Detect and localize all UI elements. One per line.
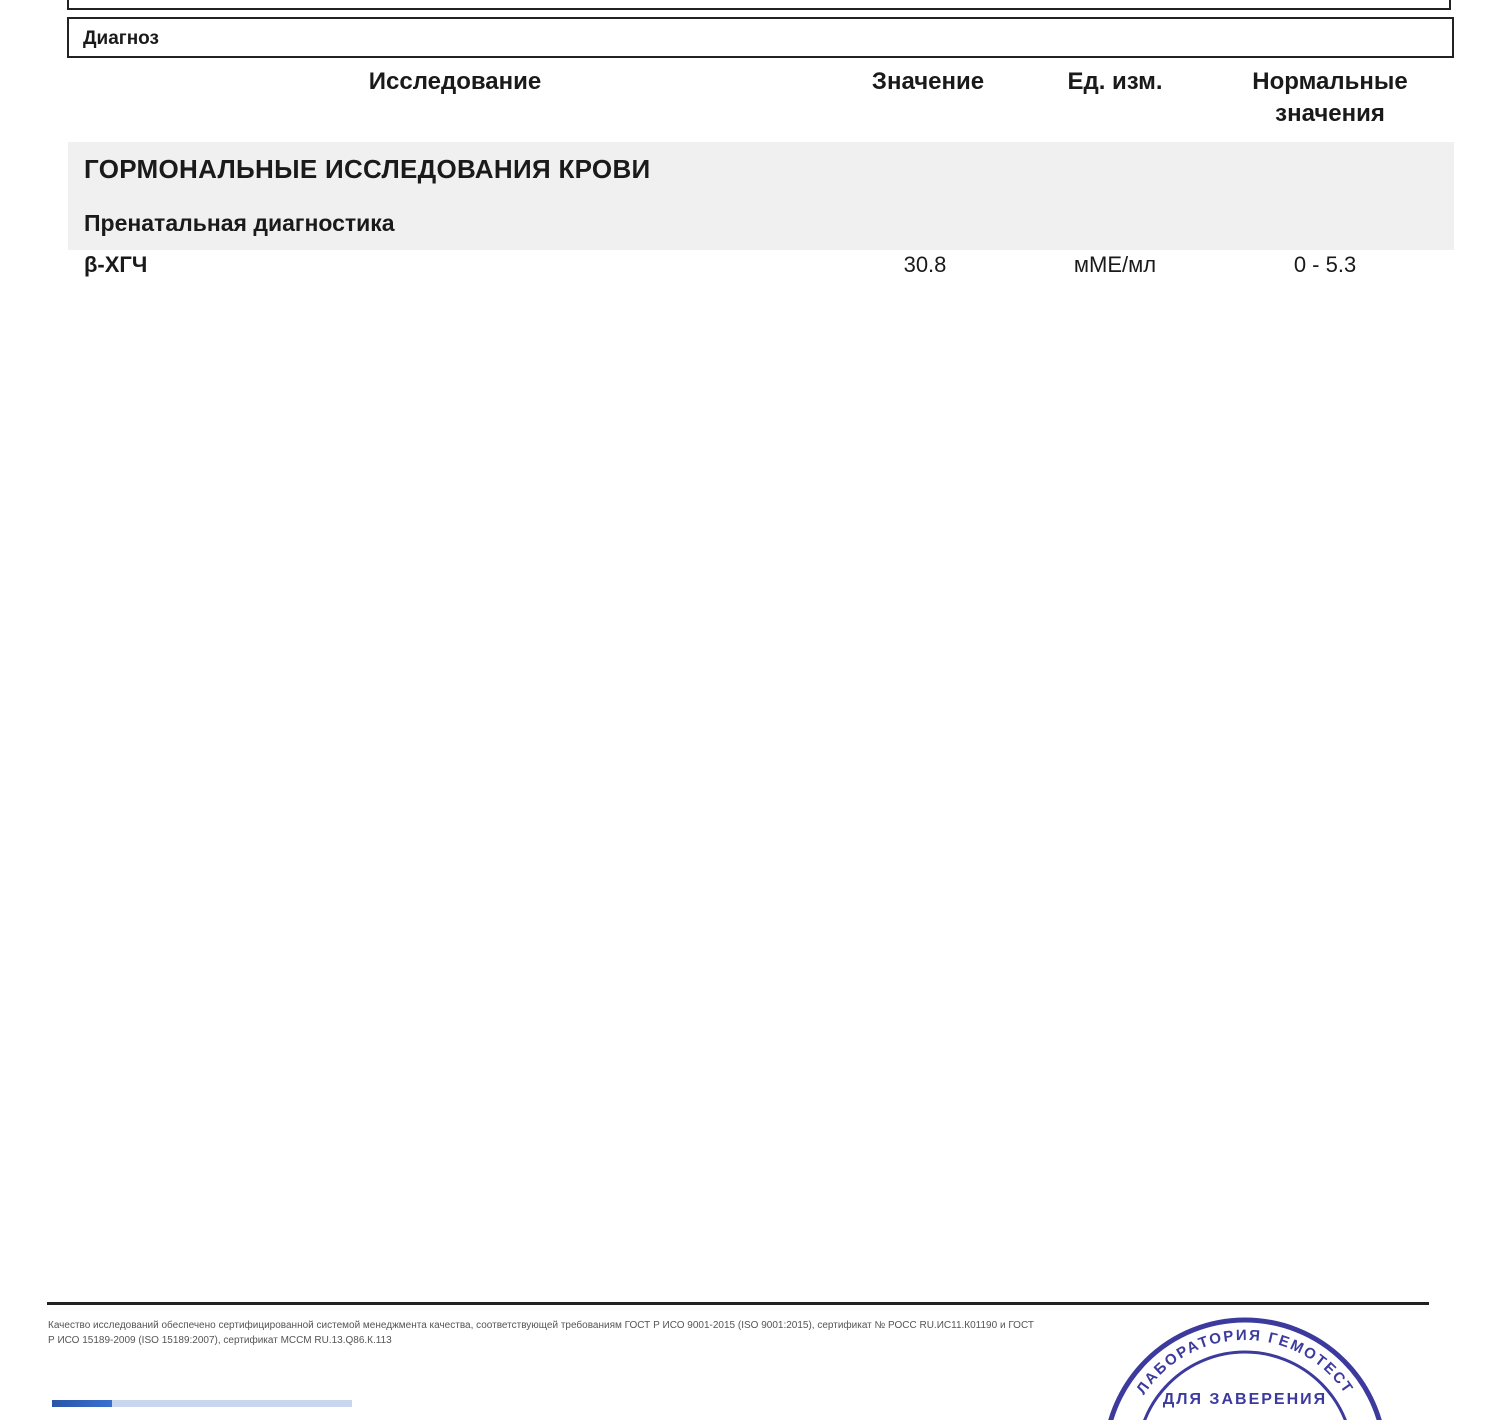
column-header-value: Значение [871, 68, 985, 95]
footer-divider [47, 1302, 1429, 1305]
test-norm: 0 - 5.3 [1293, 252, 1357, 277]
section-title: ГОРМОНАЛЬНЫЕ ИССЛЕДОВАНИЯ КРОВИ [84, 154, 651, 184]
test-name: β-ХГЧ [84, 252, 148, 277]
header-box [67, 0, 1451, 10]
subsection-title: Пренатальная диагностика [84, 210, 395, 236]
svg-text:ЛАБОРАТОРИЯ ГЕМОТЕСТ: ЛАБОРАТОРИЯ ГЕМОТЕСТ [1133, 1326, 1357, 1398]
column-header-study: Исследование [368, 68, 542, 95]
diagnosis-box [67, 17, 1454, 58]
lab-stamp [1095, 1310, 1395, 1420]
diagnosis-label: Диагноз [83, 28, 159, 49]
column-header-norm: Нормальные значения [1252, 68, 1408, 127]
test-value: 30.8 [903, 252, 947, 277]
lab-logo [52, 1400, 352, 1407]
column-header-unit: Ед. изм. [1067, 68, 1163, 95]
test-unit: мМЕ/мл [1073, 252, 1157, 277]
svg-text:ДЛЯ ЗАВЕРЕНИЯ: ДЛЯ ЗАВЕРЕНИЯ [1162, 1391, 1328, 1408]
footer-certification-note: Качество исследований обеспечено сертифицированной системой менеджмента качества, соответствующей требованиям ГОСТ Р ИСО 9001-2015 (ISO 9001:2015), сертификат № РОСС RU.ИС11.К01190 и ГОСТ Р ИСО 15189-2009 (ISO 15189:2007), сертификат МССМ RU.13.Q86.К.113 [48, 1320, 1034, 1346]
